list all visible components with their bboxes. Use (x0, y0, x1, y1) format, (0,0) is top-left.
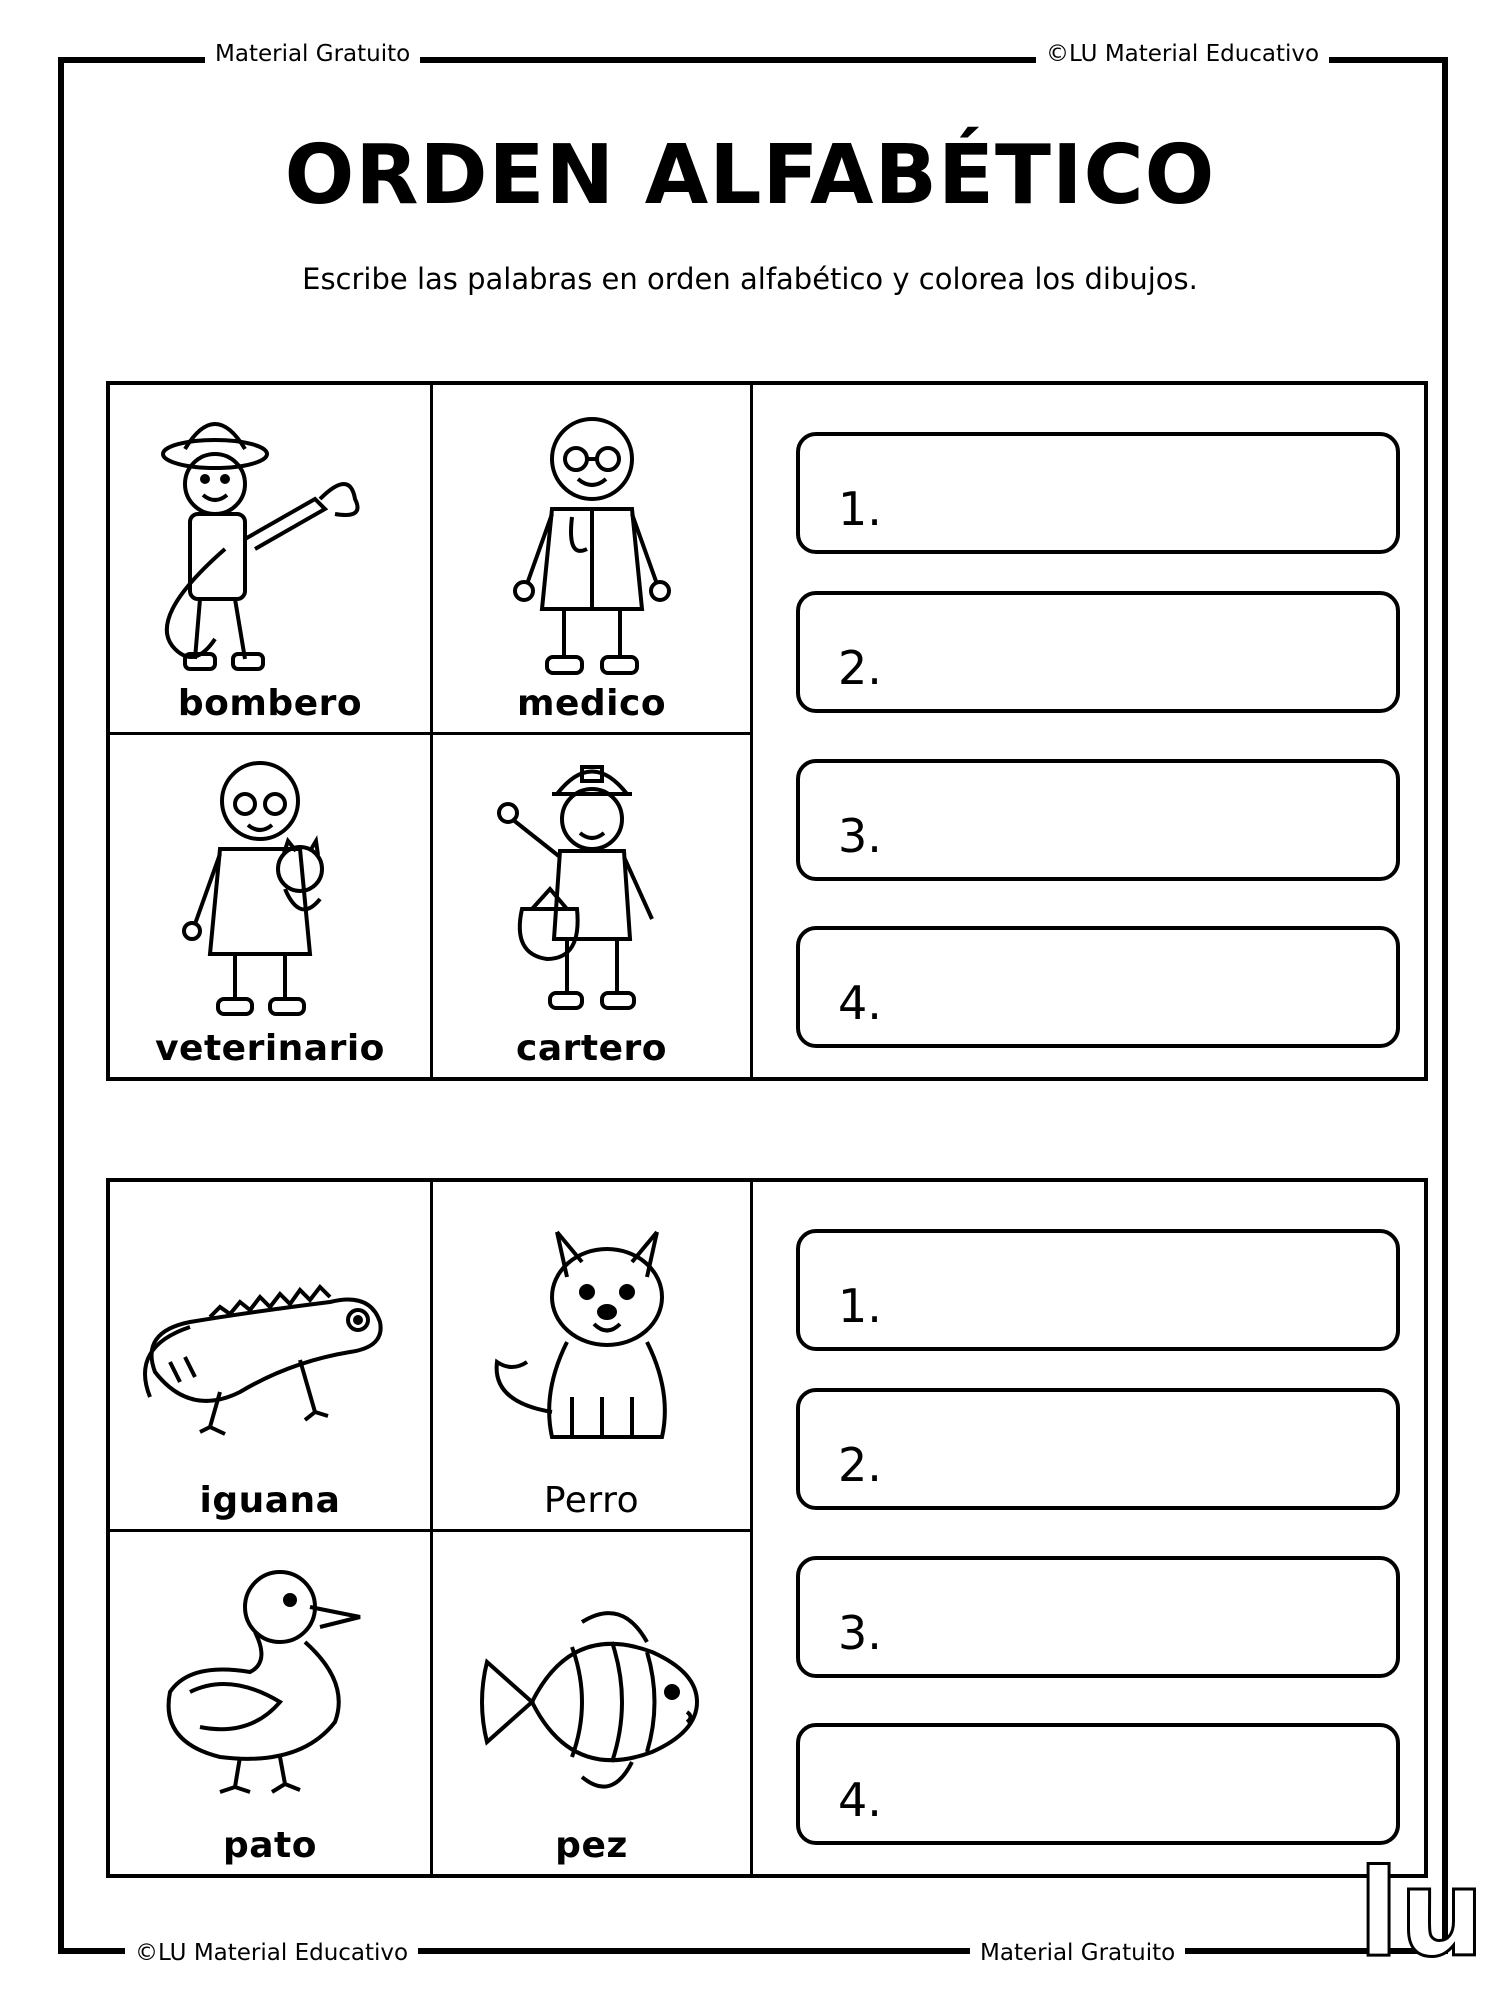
header-right-text: ©LU Material Educativo (1036, 41, 1329, 67)
mail-carrier-icon (492, 749, 692, 1021)
fish-icon (472, 1592, 712, 1812)
picture-card (433, 1532, 753, 1874)
footer-left-text: ©LU Material Educativo (125, 1940, 418, 1966)
answer-number: 3. (838, 809, 882, 863)
footer-right-text: Material Gratuito (970, 1940, 1185, 1966)
veterinarian-icon (170, 749, 370, 1021)
answer-number: 1. (838, 1279, 882, 1333)
answer-number: 2. (838, 1438, 882, 1492)
answer-number: 1. (838, 482, 882, 536)
answer-number: 4. (838, 1773, 882, 1827)
doctor-icon (492, 399, 692, 679)
answer-number: 3. (838, 1606, 882, 1660)
picture-card (110, 1182, 433, 1532)
picture-card (110, 385, 433, 735)
picture-card (433, 385, 753, 735)
picture-card (433, 735, 753, 1077)
answer-field[interactable] (796, 1556, 1400, 1678)
word-label: pez (555, 1825, 628, 1866)
worksheet-section-animals (106, 1178, 1428, 1878)
answer-field[interactable] (796, 1388, 1400, 1510)
iguana-icon (130, 1252, 410, 1482)
picture-card (110, 1532, 433, 1874)
word-label: pato (222, 1825, 317, 1866)
instructions: Escribe las palabras en orden alfabético y colorea los dibujos. (302, 262, 1198, 296)
answer-number: 2. (838, 641, 882, 695)
answer-field[interactable] (796, 926, 1400, 1048)
word-label: iguana (199, 1480, 341, 1521)
duck-icon (150, 1552, 390, 1802)
header-left-text: Material Gratuito (205, 41, 420, 67)
answer-number: 4. (838, 976, 882, 1030)
word-label: veterinario (155, 1028, 385, 1069)
answer-field[interactable] (796, 432, 1400, 554)
answer-field[interactable] (796, 1229, 1400, 1351)
word-label: cartero (516, 1028, 667, 1069)
answer-field[interactable] (796, 591, 1400, 713)
firefighter-icon (155, 399, 385, 679)
dog-icon (472, 1212, 712, 1462)
page-title: ORDEN ALFABÉTICO (284, 128, 1216, 223)
worksheet-section-professions (106, 381, 1428, 1081)
picture-card (433, 1182, 753, 1532)
picture-card (110, 735, 433, 1077)
word-label: medico (516, 683, 667, 724)
word-label: bombero (177, 683, 363, 724)
word-label: Perro (543, 1480, 640, 1521)
answer-field[interactable] (796, 1723, 1400, 1845)
brand-logo: lu (1358, 1845, 1485, 1984)
answer-field[interactable] (796, 759, 1400, 881)
